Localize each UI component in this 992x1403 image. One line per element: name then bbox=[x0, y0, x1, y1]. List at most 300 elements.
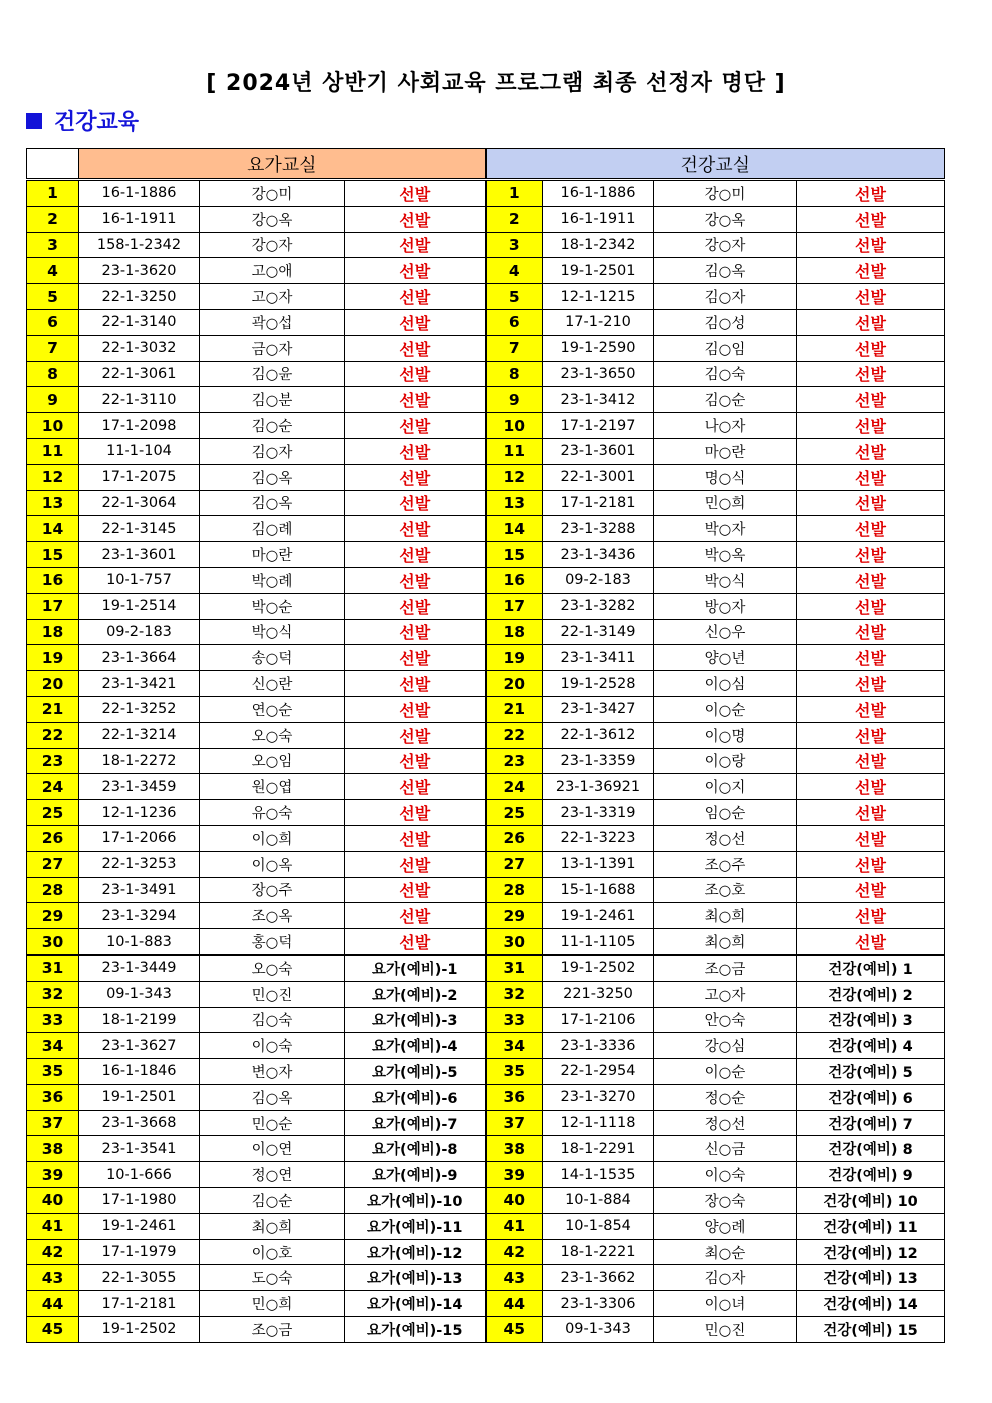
health-member-name: 김○성 bbox=[654, 309, 797, 335]
yoga-row-number: 38 bbox=[27, 1136, 79, 1162]
health-member-name: 이○지 bbox=[654, 774, 797, 800]
health-status: 건강(예비) 9 bbox=[797, 1162, 945, 1188]
health-status: 선발 bbox=[797, 696, 945, 722]
table-row bbox=[27, 929, 945, 955]
health-member-name: 안○숙 bbox=[654, 1007, 797, 1033]
health-row-number: 28 bbox=[486, 877, 543, 903]
yoga-member-id: 09-1-343 bbox=[79, 981, 200, 1007]
health-status: 선발 bbox=[797, 748, 945, 774]
yoga-row-number: 4 bbox=[27, 258, 79, 284]
table-row bbox=[27, 903, 945, 929]
health-row-number: 13 bbox=[486, 490, 543, 516]
yoga-member-name: 오○숙 bbox=[200, 722, 345, 748]
yoga-row-number: 41 bbox=[27, 1213, 79, 1239]
health-status: 선발 bbox=[797, 180, 945, 207]
yoga-row-number: 42 bbox=[27, 1239, 79, 1265]
yoga-member-name: 김○윤 bbox=[200, 361, 345, 387]
yoga-member-id: 19-1-2501 bbox=[79, 1084, 200, 1110]
table-row bbox=[27, 1059, 945, 1085]
yoga-status: 선발 bbox=[345, 645, 486, 671]
yoga-member-name: 김○자 bbox=[200, 438, 345, 464]
yoga-member-name: 곽○섭 bbox=[200, 309, 345, 335]
health-member-id: 19-1-2528 bbox=[543, 671, 654, 697]
yoga-row-number: 12 bbox=[27, 464, 79, 490]
yoga-status: 선발 bbox=[345, 593, 486, 619]
table-row bbox=[27, 748, 945, 774]
health-member-name: 강○미 bbox=[654, 180, 797, 207]
health-row-number: 33 bbox=[486, 1007, 543, 1033]
yoga-member-id: 23-1-3449 bbox=[79, 955, 200, 981]
yoga-member-id: 23-1-3627 bbox=[79, 1033, 200, 1059]
table-row bbox=[27, 645, 945, 671]
yoga-row-number: 10 bbox=[27, 413, 79, 439]
health-member-id: 12-1-1215 bbox=[543, 284, 654, 310]
health-row-number: 16 bbox=[486, 567, 543, 593]
yoga-row-number: 20 bbox=[27, 671, 79, 697]
yoga-status: 선발 bbox=[345, 929, 486, 955]
health-row-number: 2 bbox=[486, 206, 543, 232]
yoga-member-id: 17-1-2181 bbox=[79, 1291, 200, 1317]
yoga-status: 선발 bbox=[345, 232, 486, 258]
yoga-member-name: 강○미 bbox=[200, 180, 345, 207]
health-status: 선발 bbox=[797, 774, 945, 800]
yoga-status: 선발 bbox=[345, 696, 486, 722]
health-status: 건강(예비) 14 bbox=[797, 1291, 945, 1317]
yoga-member-id: 18-1-2272 bbox=[79, 748, 200, 774]
yoga-member-id: 10-1-883 bbox=[79, 929, 200, 955]
yoga-member-name: 장○주 bbox=[200, 877, 345, 903]
yoga-row-number: 8 bbox=[27, 361, 79, 387]
health-row-number: 4 bbox=[486, 258, 543, 284]
health-member-name: 박○옥 bbox=[654, 542, 797, 568]
yoga-status: 선발 bbox=[345, 490, 486, 516]
health-status: 선발 bbox=[797, 361, 945, 387]
health-row-number: 27 bbox=[486, 851, 543, 877]
table-row bbox=[27, 1110, 945, 1136]
yoga-member-name: 민○희 bbox=[200, 1291, 345, 1317]
table-row bbox=[27, 542, 945, 568]
health-member-id: 10-1-854 bbox=[543, 1213, 654, 1239]
yoga-status: 선발 bbox=[345, 180, 486, 207]
yoga-row-number: 19 bbox=[27, 645, 79, 671]
yoga-member-name: 변○자 bbox=[200, 1059, 345, 1085]
health-member-id: 23-1-3662 bbox=[543, 1265, 654, 1291]
health-member-name: 조○호 bbox=[654, 877, 797, 903]
yoga-member-id: 22-1-3064 bbox=[79, 490, 200, 516]
yoga-status: 요가(예비)-10 bbox=[345, 1188, 486, 1214]
yoga-status: 선발 bbox=[345, 413, 486, 439]
yoga-member-name: 홍○덕 bbox=[200, 929, 345, 955]
yoga-member-name: 김○례 bbox=[200, 516, 345, 542]
health-member-name: 이○심 bbox=[654, 671, 797, 697]
health-row-number: 8 bbox=[486, 361, 543, 387]
health-member-name: 이○명 bbox=[654, 722, 797, 748]
yoga-member-id: 22-1-3061 bbox=[79, 361, 200, 387]
table-row bbox=[27, 309, 945, 335]
yoga-member-name: 원○엽 bbox=[200, 774, 345, 800]
table-row bbox=[27, 438, 945, 464]
health-class-header: 건강교실 bbox=[486, 149, 945, 180]
health-status: 선발 bbox=[797, 438, 945, 464]
health-member-name: 이○순 bbox=[654, 696, 797, 722]
health-member-name: 김○자 bbox=[654, 1265, 797, 1291]
yoga-row-number: 35 bbox=[27, 1059, 79, 1085]
health-member-id: 19-1-2590 bbox=[543, 335, 654, 361]
yoga-status: 선발 bbox=[345, 825, 486, 851]
yoga-member-id: 22-1-3140 bbox=[79, 309, 200, 335]
health-row-number: 45 bbox=[486, 1317, 543, 1343]
health-row-number: 39 bbox=[486, 1162, 543, 1188]
yoga-status: 요가(예비)-11 bbox=[345, 1213, 486, 1239]
yoga-row-number: 11 bbox=[27, 438, 79, 464]
health-member-id: 23-1-3411 bbox=[543, 645, 654, 671]
health-member-id: 09-2-183 bbox=[543, 567, 654, 593]
health-member-name: 정○선 bbox=[654, 825, 797, 851]
yoga-member-name: 정○연 bbox=[200, 1162, 345, 1188]
yoga-row-number: 5 bbox=[27, 284, 79, 310]
yoga-member-id: 22-1-3253 bbox=[79, 851, 200, 877]
table-row bbox=[27, 335, 945, 361]
health-row-number: 24 bbox=[486, 774, 543, 800]
yoga-row-number: 22 bbox=[27, 722, 79, 748]
yoga-member-id: 23-1-3459 bbox=[79, 774, 200, 800]
health-member-name: 명○식 bbox=[654, 464, 797, 490]
yoga-status: 선발 bbox=[345, 903, 486, 929]
health-row-number: 22 bbox=[486, 722, 543, 748]
health-status: 선발 bbox=[797, 722, 945, 748]
yoga-member-name: 이○옥 bbox=[200, 851, 345, 877]
yoga-row-number: 44 bbox=[27, 1291, 79, 1317]
health-member-id: 23-1-3427 bbox=[543, 696, 654, 722]
yoga-status: 선발 bbox=[345, 361, 486, 387]
yoga-member-name: 금○자 bbox=[200, 335, 345, 361]
yoga-member-name: 김○순 bbox=[200, 1188, 345, 1214]
health-member-name: 나○자 bbox=[654, 413, 797, 439]
yoga-status: 요가(예비)-4 bbox=[345, 1033, 486, 1059]
yoga-status: 요가(예비)-15 bbox=[345, 1317, 486, 1343]
health-status: 선발 bbox=[797, 825, 945, 851]
health-member-id: 18-1-2221 bbox=[543, 1239, 654, 1265]
table-row bbox=[27, 593, 945, 619]
yoga-member-id: 23-1-3668 bbox=[79, 1110, 200, 1136]
table-row bbox=[27, 284, 945, 310]
health-member-name: 신○금 bbox=[654, 1136, 797, 1162]
health-member-id: 17-1-2106 bbox=[543, 1007, 654, 1033]
yoga-row-number: 34 bbox=[27, 1033, 79, 1059]
health-member-name: 양○례 bbox=[654, 1213, 797, 1239]
yoga-status: 선발 bbox=[345, 258, 486, 284]
health-row-number: 17 bbox=[486, 593, 543, 619]
health-member-id: 13-1-1391 bbox=[543, 851, 654, 877]
health-status: 선발 bbox=[797, 516, 945, 542]
health-member-name: 박○식 bbox=[654, 567, 797, 593]
yoga-member-name: 조○금 bbox=[200, 1317, 345, 1343]
health-row-number: 18 bbox=[486, 619, 543, 645]
yoga-member-name: 박○례 bbox=[200, 567, 345, 593]
yoga-member-name: 박○순 bbox=[200, 593, 345, 619]
health-member-id: 23-1-36921 bbox=[543, 774, 654, 800]
health-status: 선발 bbox=[797, 387, 945, 413]
yoga-status: 요가(예비)-14 bbox=[345, 1291, 486, 1317]
yoga-status: 선발 bbox=[345, 722, 486, 748]
table-row bbox=[27, 851, 945, 877]
yoga-member-id: 16-1-1911 bbox=[79, 206, 200, 232]
health-row-number: 12 bbox=[486, 464, 543, 490]
health-member-id: 23-1-3436 bbox=[543, 542, 654, 568]
yoga-member-id: 19-1-2502 bbox=[79, 1317, 200, 1343]
yoga-member-id: 22-1-3055 bbox=[79, 1265, 200, 1291]
health-member-id: 19-1-2502 bbox=[543, 955, 654, 981]
section-heading bbox=[26, 105, 139, 136]
health-row-number: 26 bbox=[486, 825, 543, 851]
health-row-number: 43 bbox=[486, 1265, 543, 1291]
health-member-id: 19-1-2461 bbox=[543, 903, 654, 929]
health-member-name: 김○숙 bbox=[654, 361, 797, 387]
yoga-status: 요가(예비)-6 bbox=[345, 1084, 486, 1110]
table-header-row bbox=[27, 149, 945, 180]
yoga-status: 선발 bbox=[345, 567, 486, 593]
yoga-member-id: 23-1-3294 bbox=[79, 903, 200, 929]
health-status: 선발 bbox=[797, 490, 945, 516]
yoga-member-id: 18-1-2199 bbox=[79, 1007, 200, 1033]
health-member-name: 강○자 bbox=[654, 232, 797, 258]
health-row-number: 23 bbox=[486, 748, 543, 774]
yoga-status: 선발 bbox=[345, 877, 486, 903]
health-member-name: 김○자 bbox=[654, 284, 797, 310]
yoga-row-number: 15 bbox=[27, 542, 79, 568]
yoga-member-id: 16-1-1846 bbox=[79, 1059, 200, 1085]
health-status: 선발 bbox=[797, 567, 945, 593]
health-member-id: 15-1-1688 bbox=[543, 877, 654, 903]
health-member-name: 임○순 bbox=[654, 800, 797, 826]
table-row bbox=[27, 1188, 945, 1214]
yoga-member-id: 19-1-2461 bbox=[79, 1213, 200, 1239]
yoga-member-id: 09-2-183 bbox=[79, 619, 200, 645]
health-row-number: 38 bbox=[486, 1136, 543, 1162]
health-member-id: 14-1-1535 bbox=[543, 1162, 654, 1188]
yoga-row-number: 16 bbox=[27, 567, 79, 593]
yoga-status: 선발 bbox=[345, 387, 486, 413]
yoga-row-number: 21 bbox=[27, 696, 79, 722]
yoga-row-number: 32 bbox=[27, 981, 79, 1007]
yoga-member-name: 김○순 bbox=[200, 413, 345, 439]
health-member-id: 23-1-3359 bbox=[543, 748, 654, 774]
table-row bbox=[27, 1239, 945, 1265]
yoga-row-number: 18 bbox=[27, 619, 79, 645]
yoga-member-id: 11-1-104 bbox=[79, 438, 200, 464]
health-status: 건강(예비) 8 bbox=[797, 1136, 945, 1162]
health-status: 선발 bbox=[797, 645, 945, 671]
table-row bbox=[27, 877, 945, 903]
health-status: 선발 bbox=[797, 413, 945, 439]
health-member-id: 23-1-3270 bbox=[543, 1084, 654, 1110]
health-status: 건강(예비) 12 bbox=[797, 1239, 945, 1265]
table-row bbox=[27, 387, 945, 413]
health-status: 선발 bbox=[797, 800, 945, 826]
health-status: 선발 bbox=[797, 542, 945, 568]
yoga-status: 요가(예비)-13 bbox=[345, 1265, 486, 1291]
yoga-status: 선발 bbox=[345, 438, 486, 464]
health-member-name: 민○진 bbox=[654, 1317, 797, 1343]
health-row-number: 5 bbox=[486, 284, 543, 310]
yoga-member-id: 158-1-2342 bbox=[79, 232, 200, 258]
table-row bbox=[27, 567, 945, 593]
yoga-member-id: 17-1-1980 bbox=[79, 1188, 200, 1214]
yoga-member-id: 22-1-3145 bbox=[79, 516, 200, 542]
health-status: 선발 bbox=[797, 284, 945, 310]
health-row-number: 30 bbox=[486, 929, 543, 955]
health-row-number: 42 bbox=[486, 1239, 543, 1265]
health-status: 건강(예비) 11 bbox=[797, 1213, 945, 1239]
table-row bbox=[27, 1007, 945, 1033]
health-row-number: 21 bbox=[486, 696, 543, 722]
yoga-status: 요가(예비)-3 bbox=[345, 1007, 486, 1033]
health-member-id: 22-1-3149 bbox=[543, 619, 654, 645]
yoga-row-number: 13 bbox=[27, 490, 79, 516]
yoga-member-id: 19-1-2514 bbox=[79, 593, 200, 619]
yoga-row-number: 31 bbox=[27, 955, 79, 981]
table-row bbox=[27, 722, 945, 748]
yoga-status: 선발 bbox=[345, 619, 486, 645]
yoga-row-number: 26 bbox=[27, 825, 79, 851]
health-member-id: 221-3250 bbox=[543, 981, 654, 1007]
health-member-name: 이○녀 bbox=[654, 1291, 797, 1317]
yoga-status: 요가(예비)-9 bbox=[345, 1162, 486, 1188]
yoga-row-number: 1 bbox=[27, 180, 79, 207]
health-member-name: 정○선 bbox=[654, 1110, 797, 1136]
health-member-name: 최○희 bbox=[654, 903, 797, 929]
health-member-name: 양○년 bbox=[654, 645, 797, 671]
table-row bbox=[27, 1213, 945, 1239]
health-member-id: 23-1-3650 bbox=[543, 361, 654, 387]
health-member-id: 23-1-3319 bbox=[543, 800, 654, 826]
health-status: 건강(예비) 4 bbox=[797, 1033, 945, 1059]
health-member-name: 조○금 bbox=[654, 955, 797, 981]
health-member-name: 이○순 bbox=[654, 1059, 797, 1085]
table-row bbox=[27, 361, 945, 387]
health-member-name: 이○랑 bbox=[654, 748, 797, 774]
health-member-name: 마○란 bbox=[654, 438, 797, 464]
health-member-id: 17-1-2197 bbox=[543, 413, 654, 439]
health-status: 선발 bbox=[797, 851, 945, 877]
health-member-id: 23-1-3282 bbox=[543, 593, 654, 619]
health-row-number: 9 bbox=[486, 387, 543, 413]
health-member-id: 23-1-3288 bbox=[543, 516, 654, 542]
table-row bbox=[27, 464, 945, 490]
yoga-status: 요가(예비)-5 bbox=[345, 1059, 486, 1085]
yoga-row-number: 23 bbox=[27, 748, 79, 774]
table-row bbox=[27, 981, 945, 1007]
health-row-number: 10 bbox=[486, 413, 543, 439]
health-status: 선발 bbox=[797, 258, 945, 284]
health-status: 선발 bbox=[797, 929, 945, 955]
yoga-member-name: 고○자 bbox=[200, 284, 345, 310]
yoga-member-name: 이○연 bbox=[200, 1136, 345, 1162]
yoga-status: 선발 bbox=[345, 284, 486, 310]
yoga-row-number: 36 bbox=[27, 1084, 79, 1110]
yoga-row-number: 30 bbox=[27, 929, 79, 955]
table-row bbox=[27, 1265, 945, 1291]
health-member-name: 신○우 bbox=[654, 619, 797, 645]
yoga-member-id: 22-1-3252 bbox=[79, 696, 200, 722]
yoga-status: 선발 bbox=[345, 516, 486, 542]
yoga-row-number: 43 bbox=[27, 1265, 79, 1291]
yoga-status: 선발 bbox=[345, 464, 486, 490]
yoga-row-number: 24 bbox=[27, 774, 79, 800]
table-row bbox=[27, 1162, 945, 1188]
health-member-id: 16-1-1911 bbox=[543, 206, 654, 232]
yoga-status: 선발 bbox=[345, 671, 486, 697]
section-title: 건강교육 bbox=[54, 110, 140, 135]
yoga-status: 요가(예비)-12 bbox=[345, 1239, 486, 1265]
health-status: 선발 bbox=[797, 206, 945, 232]
health-row-number: 14 bbox=[486, 516, 543, 542]
yoga-member-name: 민○순 bbox=[200, 1110, 345, 1136]
table-row bbox=[27, 516, 945, 542]
yoga-member-name: 오○숙 bbox=[200, 955, 345, 981]
yoga-row-number: 25 bbox=[27, 800, 79, 826]
health-status: 건강(예비) 3 bbox=[797, 1007, 945, 1033]
yoga-member-name: 김○옥 bbox=[200, 1084, 345, 1110]
yoga-row-number: 14 bbox=[27, 516, 79, 542]
health-member-id: 09-1-343 bbox=[543, 1317, 654, 1343]
yoga-status: 요가(예비)-8 bbox=[345, 1136, 486, 1162]
table-row bbox=[27, 800, 945, 826]
yoga-member-name: 강○자 bbox=[200, 232, 345, 258]
health-member-name: 강○옥 bbox=[654, 206, 797, 232]
yoga-status: 선발 bbox=[345, 800, 486, 826]
health-status: 선발 bbox=[797, 671, 945, 697]
health-row-number: 34 bbox=[486, 1033, 543, 1059]
yoga-class-header: 요가교실 bbox=[79, 149, 486, 180]
table-row bbox=[27, 671, 945, 697]
health-status: 건강(예비) 1 bbox=[797, 955, 945, 981]
health-row-number: 11 bbox=[486, 438, 543, 464]
health-status: 건강(예비) 6 bbox=[797, 1084, 945, 1110]
yoga-member-id: 23-1-3601 bbox=[79, 542, 200, 568]
yoga-row-number: 2 bbox=[27, 206, 79, 232]
yoga-member-name: 김○옥 bbox=[200, 464, 345, 490]
yoga-member-id: 10-1-757 bbox=[79, 567, 200, 593]
health-member-id: 22-1-3001 bbox=[543, 464, 654, 490]
yoga-row-number: 45 bbox=[27, 1317, 79, 1343]
health-row-number: 37 bbox=[486, 1110, 543, 1136]
health-member-name: 김○옥 bbox=[654, 258, 797, 284]
yoga-member-id: 16-1-1886 bbox=[79, 180, 200, 207]
yoga-row-number: 39 bbox=[27, 1162, 79, 1188]
yoga-member-id: 23-1-3541 bbox=[79, 1136, 200, 1162]
health-member-id: 23-1-3601 bbox=[543, 438, 654, 464]
yoga-member-name: 유○숙 bbox=[200, 800, 345, 826]
selection-table bbox=[26, 148, 945, 1343]
health-member-name: 이○숙 bbox=[654, 1162, 797, 1188]
yoga-member-id: 17-1-2075 bbox=[79, 464, 200, 490]
yoga-member-name: 연○순 bbox=[200, 696, 345, 722]
health-member-id: 10-1-884 bbox=[543, 1188, 654, 1214]
yoga-member-name: 김○분 bbox=[200, 387, 345, 413]
health-member-name: 정○순 bbox=[654, 1084, 797, 1110]
health-row-number: 25 bbox=[486, 800, 543, 826]
health-row-number: 41 bbox=[486, 1213, 543, 1239]
health-row-number: 20 bbox=[486, 671, 543, 697]
health-row-number: 29 bbox=[486, 903, 543, 929]
health-row-number: 35 bbox=[486, 1059, 543, 1085]
yoga-status: 요가(예비)-2 bbox=[345, 981, 486, 1007]
health-member-id: 19-1-2501 bbox=[543, 258, 654, 284]
health-row-number: 40 bbox=[486, 1188, 543, 1214]
yoga-row-number: 37 bbox=[27, 1110, 79, 1136]
yoga-row-number: 27 bbox=[27, 851, 79, 877]
